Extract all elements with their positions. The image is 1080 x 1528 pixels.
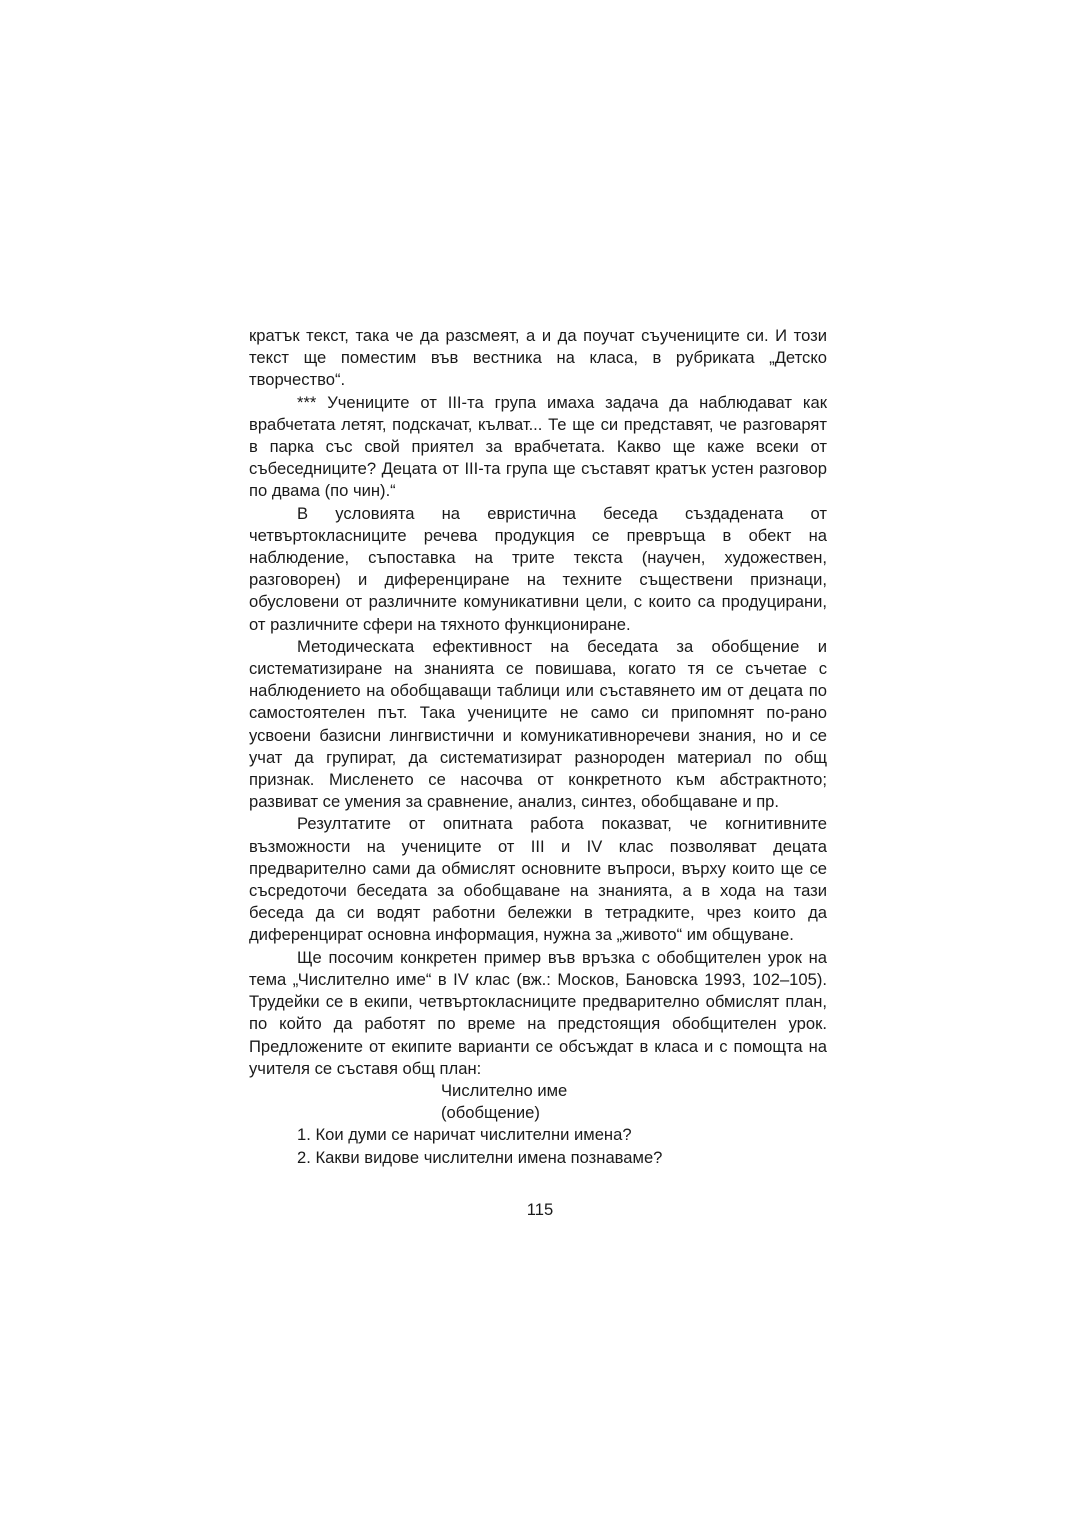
paragraph-group-three: *** Учениците от III-та група имаха задача да наблюдават как врабчетата летят, подскачат, кълват... Те ще си представят, че разговарят в парка със свой приятел за врабчетата. Какво ще каже всеки от събеседниците? Децата от III-та група ще съставят кратък устен разговор по двама (по чин).“ <box>249 392 827 501</box>
paragraph-experimental-results: Резултатите от опитната работа показват, че когнитивните възможности на учениците от III и IV клас позволяват децата предварително сами да обмислят основните въпроси, върху които ще се съсредоточи беседата за обобщаване на знанията, а в хода на тази беседа да си водят работни бележки в тетрадките, чрез които да диференцират основна информация, нужна за „живото“ им общуване. <box>249 814 827 945</box>
outline-item: 2. Какви видове числителни имена познаваме? <box>297 1147 663 1167</box>
page-number: 115 <box>526 1200 554 1219</box>
paragraph-continuation: кратък текст, така че да разсмеят, а и да поучат съучениците си. И този текст ще поместим във вестника на класа, в рубриката „Детско творчество“. <box>249 326 827 390</box>
page-body <box>249 325 827 1169</box>
paragraph-heuristic-conversation: В условията на евристична беседа създадената от четвъртокласниците речева продукция се превръща в обект на наблюдение, съпоставка на трите текста (научен, художествен, разговорен) и диференциране на техните съществени признаци, обусловени от различните комуникативни цели, с които са продуцирани, от различните сфери на тяхното функциониране. <box>249 503 827 634</box>
outline-subtitle: (обобщение) <box>441 1103 540 1123</box>
paragraph-methodical-effectiveness: Методическата ефективност на беседата за обобщение и систематизиране на знанията се повишава, когато тя се съчетае с наблюдението на обобщаващи таблици или съставянето им от децата по самостоятелен път. Така учениците не само си припомнят по-рано усвоени базисни лингвистични и комуникативноречеви знания, но и се учат да групират, да систематизират разнороден материал по общ признак. Мисленето се насочва от конкретното към абстрактното; развиват се умения за сравнение, анализ, синтез, обобщаване и пр. <box>249 636 827 812</box>
outline-item: 1. Кои думи се наричат числителни имена? <box>297 1125 632 1145</box>
outline-title: Числително име <box>441 1080 568 1100</box>
paragraph-concrete-example: Ще посочим конкретен пример във връзка с обобщителен урок на тема „Числително име“ в IV клас (вж.: Москов, Бановска 1993, 102–105). Трудейки се в екипи, четвъртокласниците предварително обмислят план, по който да работят по време на предстоящия обобщителен урок. Предложените от екипите варианти се обсъждат в класа и с помощта на учителя се съставя общ план: <box>249 947 827 1078</box>
